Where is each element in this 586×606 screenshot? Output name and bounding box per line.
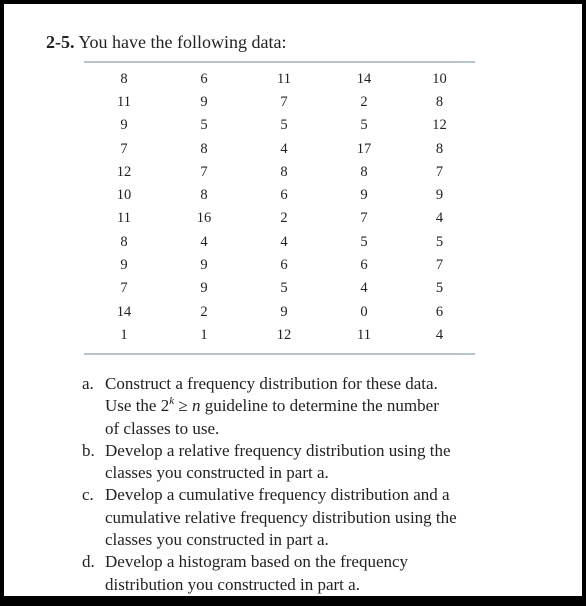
- table-cell: 2: [200, 303, 208, 320]
- table-cell: 0: [360, 303, 368, 320]
- table-row: [84, 207, 475, 230]
- table-cell: 8: [435, 93, 444, 110]
- table-cell: 8: [200, 187, 208, 204]
- table-cell: 7: [360, 210, 368, 227]
- table-cell: 8: [120, 233, 128, 250]
- table-cell: 8: [280, 163, 288, 180]
- table-cell: 8: [360, 163, 368, 180]
- table-row: [84, 90, 475, 113]
- exercise-heading: [46, 31, 287, 53]
- table-cell: 9: [200, 280, 208, 297]
- table-cell: 6: [435, 303, 444, 320]
- table-cell: 7: [435, 163, 444, 180]
- table-cell: 5: [435, 233, 444, 250]
- table-cell: 5: [360, 117, 368, 134]
- table-row: [84, 323, 475, 346]
- question-d-letter: d.: [82, 552, 95, 572]
- table-cell: 6: [200, 70, 208, 87]
- table-cell: 7: [120, 280, 128, 297]
- table-row: [84, 300, 475, 323]
- table-cell: 10: [116, 187, 132, 204]
- table-cell: 7: [120, 140, 128, 157]
- question-b-letter: b.: [82, 440, 95, 460]
- question-c: [82, 484, 512, 551]
- table-row: [84, 277, 475, 300]
- table-cell: 7: [435, 257, 444, 274]
- table-cell: 12: [116, 163, 132, 180]
- question-a-line-3: of classes to use.: [105, 418, 220, 438]
- table-cell: 8: [120, 70, 128, 87]
- table-cell: 9: [435, 187, 444, 204]
- geq-operator: ≥: [174, 396, 192, 416]
- table-top-rule: [84, 61, 475, 63]
- table-cell: 7: [200, 163, 208, 180]
- table-cell: 11: [117, 93, 131, 110]
- question-c-text: [105, 484, 495, 551]
- table-cell: 4: [360, 280, 368, 297]
- question-b: [82, 440, 512, 485]
- table-cell: 9: [120, 257, 128, 274]
- question-d: [82, 551, 512, 596]
- table-cell: 11: [277, 70, 291, 87]
- table-cell: 12: [276, 326, 292, 343]
- question-b-line-1: Develop a relative frequency distribution using the: [105, 440, 451, 460]
- table-cell: 6: [360, 257, 368, 274]
- question-c-letter: c.: [82, 485, 94, 505]
- table-row: [84, 160, 475, 183]
- question-b-text: [105, 440, 495, 485]
- table-cell: 14: [356, 70, 372, 87]
- question-d-text: [105, 551, 495, 596]
- table-row: [84, 67, 475, 90]
- question-d-line-2: distribution you constructed in part a.: [105, 574, 360, 594]
- question-a: [82, 373, 512, 440]
- question-c-line-2: cumulative relative frequency distribution using the: [105, 507, 457, 527]
- question-a-letter: a.: [82, 374, 94, 393]
- table-cell: 5: [280, 117, 288, 134]
- table-cell: 6: [280, 257, 288, 274]
- question-b-line-2: classes you constructed in part a.: [105, 463, 329, 483]
- question-c-line-3: classes you constructed in part a.: [105, 530, 329, 550]
- table-cell: 14: [116, 303, 132, 320]
- table-cell: 6: [280, 187, 288, 204]
- table-cell: 9: [200, 93, 208, 110]
- table-row: [84, 183, 475, 206]
- exercise-intro: You have the following data:: [78, 32, 287, 52]
- table-cell: 2: [280, 210, 288, 227]
- question-a-line-2-end: guideline to determine the number: [200, 396, 439, 416]
- table-cell: 4: [280, 233, 288, 250]
- table-cell: 5: [435, 280, 444, 297]
- table-cell: 4: [435, 326, 444, 343]
- table-cell: 4: [435, 210, 444, 227]
- table-row: [84, 137, 475, 160]
- question-c-line-1: Develop a cumulative frequency distribution and a: [105, 485, 450, 505]
- table-cell: 9: [120, 117, 128, 134]
- table-cell: 12: [432, 117, 447, 134]
- exponent-k: k: [169, 395, 175, 408]
- textbook-page: [4, 4, 582, 596]
- data-table: [84, 67, 475, 347]
- table-cell: 9: [280, 303, 288, 320]
- table-cell: 9: [200, 257, 208, 274]
- table-row: [84, 253, 475, 276]
- table-row: [84, 114, 475, 137]
- table-cell: 11: [117, 210, 131, 227]
- exercise-number: 2-5.: [46, 32, 75, 52]
- table-cell: 10: [432, 70, 447, 87]
- table-cell: 4: [280, 140, 288, 157]
- table-cell: 5: [360, 233, 368, 250]
- variable-n: n: [191, 396, 201, 416]
- table-cell: 17: [356, 140, 372, 157]
- table-bottom-rule: [84, 353, 475, 355]
- table-cell: 8: [435, 140, 444, 157]
- question-list: [82, 373, 512, 596]
- table-cell: 5: [280, 280, 288, 297]
- table-cell: 1: [200, 326, 208, 343]
- question-a-line-1: Construct a frequency distribution for these data.: [105, 374, 438, 393]
- table-cell: 9: [360, 187, 368, 204]
- question-a-line-2-start: Use the 2: [105, 396, 170, 416]
- table-cell: 5: [200, 117, 208, 134]
- table-cell: 2: [360, 93, 368, 110]
- question-d-line-1: Develop a histogram based on the frequency: [105, 552, 409, 572]
- table-cell: 4: [200, 233, 208, 250]
- table-cell: 1: [120, 326, 128, 343]
- table-cell: 16: [196, 210, 212, 227]
- table-cell: 7: [280, 93, 288, 110]
- question-a-line-2: [105, 395, 495, 417]
- question-a-text: [105, 373, 495, 440]
- table-cell: 11: [357, 326, 371, 343]
- table-cell: 8: [200, 140, 208, 157]
- table-row: [84, 230, 475, 253]
